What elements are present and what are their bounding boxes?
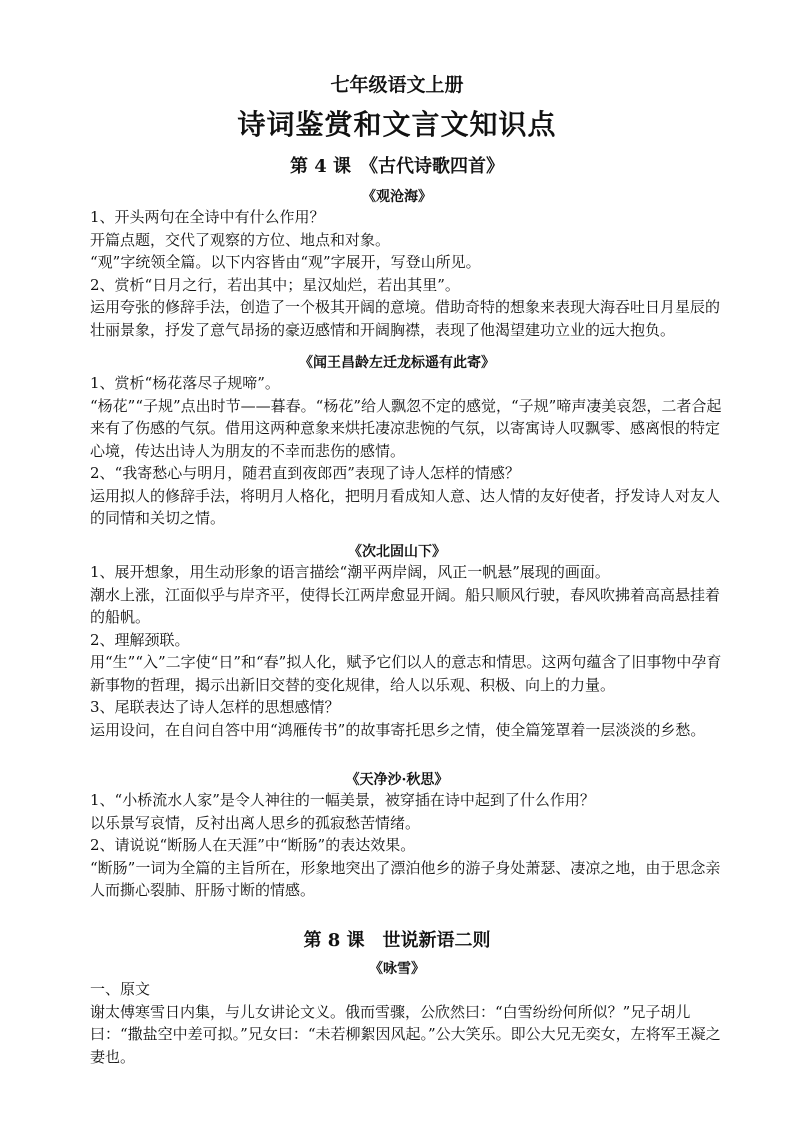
question-line: 1、展开想象，用生动形象的语言描绘“潮平两岸阔，风正一帆悬”展现的画面。 bbox=[90, 563, 610, 581]
answer-paragraph: 运用拟人的修辞手法，将明月人格化，把明月看成知人意、达人情的友好使者，抒发诗人对友人的同情和关切之情。 bbox=[90, 486, 721, 527]
question-line: 2、理解颈联。 bbox=[90, 630, 190, 649]
question-line: 1、赏析“杨花落尽子规啼”。 bbox=[90, 374, 280, 392]
poem-section-cibeigushanxia bbox=[90, 561, 730, 741]
section-heading: 一、原文 bbox=[90, 980, 151, 998]
lesson8-title: 第 8 课 世说新语二则 bbox=[303, 930, 491, 951]
answer-line: “观”字统领全篇。以下内容皆由“观”字展开，写登山所见。 bbox=[90, 253, 481, 271]
answer-paragraph: “杨花”“子规”点出时节——暮春。“杨花”给人飘忽不定的感觉，“子规”啼声凄美哀怨，二者合起来有了伤感的气氛。借用这两种意象来烘托凄凉悲惋的气氛，以寄寓诗人叹飘零、感离恨的特定心境，传达出诗人为朋友的不幸而悲伤的感情。 bbox=[90, 396, 722, 460]
original-text: 谢太傅寒雪日内集，与儿女讲论文义。俄而雪骤，公欣然曰：“白雪纷纷何所似？”兄子胡儿曰：“撒盐空中差可拟。”兄女曰：“未若柳絮因风起。”公大笑乐。即公大兄无奕女，左将军王凝之妻也。 bbox=[90, 1002, 721, 1066]
answer-paragraph: 运用设问，在自问自答中用“鸿雁传书”的故事寄托思乡之情，使全篇笼罩着一层淡淡的乡愁。 bbox=[90, 720, 706, 739]
poem-title-tianjingsha: 《天净沙·秋思》 bbox=[345, 772, 449, 788]
answer-paragraph: 运用夸张的修辞手法，创造了一个极其开阔的意境。借助奇特的想象来表现大海吞吐日月星辰的壮丽景象，抒发了意气昂扬的豪迈感情和开阔胸襟，表现了他渴望建功立业的远大抱负。 bbox=[90, 298, 721, 339]
poem-title-cibeigushanxia: 《次北固山下》 bbox=[348, 544, 446, 560]
poem-title-guancanghai: 《观沧海》 bbox=[362, 189, 432, 205]
answer-paragraph: 潮水上涨，江面似乎与岸齐平，使得长江两岸愈显开阔。船只顺风行驶，春风吹拂着高高悬挂着的船帆。 bbox=[90, 585, 721, 626]
answer-paragraph: 用“生”“入”二字使“日”和“春”拟人化，赋予它们以人的意志和情思。这两句蕴含了旧事物中孕育新事物的哲理，揭示出新旧交替的变化规律，给人以乐观、积极、向上的力量。 bbox=[90, 653, 722, 694]
answer-line: 开篇点题，交代了观察的方位、地点和对象。 bbox=[90, 230, 391, 249]
piece-section-yongxue bbox=[90, 978, 730, 1068]
poem-section-guancanghai bbox=[90, 206, 730, 341]
poem-section-tianjingsha bbox=[90, 789, 730, 902]
poem-title-wenwangchangling: 《闻王昌龄左迁龙标遥有此寄》 bbox=[299, 355, 495, 371]
question-line: 1、“小桥流水人家”是令人神往的一幅美景，被穿插在诗中起到了什么作用？ bbox=[90, 791, 595, 809]
piece-title-yongxue: 《咏雪》 bbox=[369, 961, 425, 977]
main-title: 诗词鉴赏和文言文知识点 bbox=[237, 108, 557, 141]
question-line: 2、请说说“断肠人在天涯”中“断肠”的表达效果。 bbox=[90, 836, 416, 854]
question-line: 3、尾联表达了诗人怎样的思想感情？ bbox=[90, 698, 340, 716]
question-line: 1、开头两句在全诗中有什么作用？ bbox=[90, 208, 325, 226]
grade-title: 七年级语文上册 bbox=[330, 74, 464, 96]
poem-section-wenwangchangling bbox=[90, 372, 730, 530]
answer-paragraph: “断肠”一词为全篇的主旨所在，形象地突出了漂泊他乡的游子身处萧瑟、凄凉之地，由于思念亲人而撕心裂肺、肝肠寸断的情感。 bbox=[90, 858, 721, 899]
answer-line: 以乐景写哀情，反衬出离人思乡的孤寂愁苦情绪。 bbox=[90, 813, 421, 832]
question-line: 2、赏析“日月之行，若出其中；星汉灿烂，若出其里”。 bbox=[90, 275, 460, 294]
lesson4-title: 第 4 课 《古代诗歌四首》 bbox=[289, 156, 505, 177]
question-line: 2、“我寄愁心与明月，随君直到夜郎西”表现了诗人怎样的情感？ bbox=[90, 464, 520, 482]
